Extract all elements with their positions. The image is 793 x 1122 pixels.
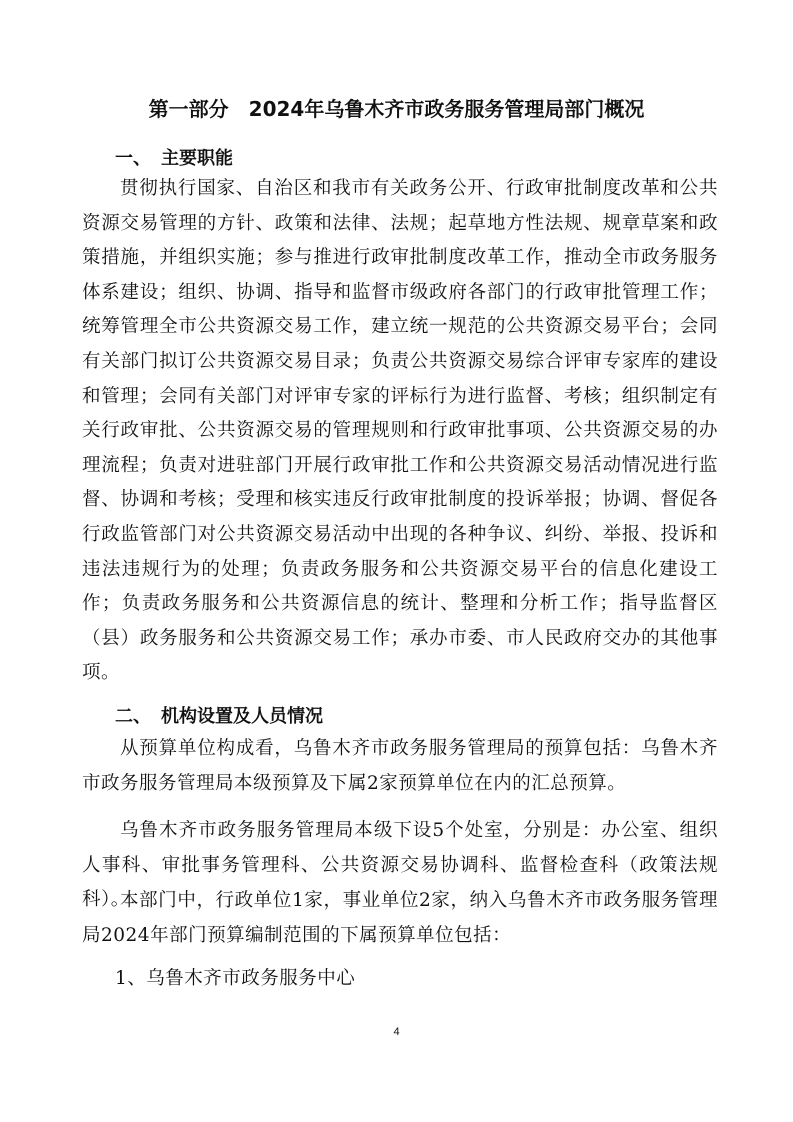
departments-paragraph: 乌鲁木齐市政务服务管理局本级下设5个处室，分别是：办公室、组织人事科、审批事务管理科、公共资源交易协调科、监督检查科（政策法规科）。 <box>82 820 718 911</box>
budget-units-paragraph: 从预算单位构成看，乌鲁木齐市政务服务管理局的预算包括：乌鲁木齐市政务服务管理局本级预算及下属2家预算单位在内的汇总预算。 <box>82 738 718 794</box>
section-heading-text: 主要职能 <box>161 148 233 169</box>
main-functions-paragraph: 贯彻执行国家、自治区和我市有关政务公开、行政审批制度改革和公共资源交易管理的方针、政策和法律、法规；起草地方性法规、规章草案和政策措施，并组织实施；参与推进行政审批制度改革工作，推动全市政务服务体系建设；组织、协调、指导和监督市级政府各部门的行政审批管理工作；统筹管理全市公共资源交易工作，建立统一规范的公共资源交易平台；会同有关部门拟订公共资源交易目录；负责公共资源交易综合评审专家库的建设和管理；会同有关部门对评审专家的评标行为进行监督、考核；组织制定有关行政审批、公共资源交易的管理规则和行政审批事项、公共资源交易的办理流程；负责对进驻部门开展行政审批工作和公共资源交易活动情况进行监督、协调和考核；受理和核实违反行政审批制度的投诉举报；协调、督促各行政监管部门对公共资源交易活动中出现的各种争议、纠纷、举报、投诉和违法违规行为的处理；负责政务服务和公共资源交易平台的信息化建设工作；负责政务服务和公共资源信息的统计、整理和分析工作；指导监督区（县）政务服务和公共资源交易工作；承办市委、市人民政府交办的其他事项。 <box>82 178 718 684</box>
subordinate-units-paragraph: 本部门中，行政单位1家，事业单位2家，纳入乌鲁木齐市政务服务管理局2024年部门预算编制范围的下属预算单位包括： <box>82 890 718 946</box>
section-heading-main-functions <box>115 144 233 174</box>
section-number: 一、 <box>115 148 151 169</box>
page-title: 第一部分 2024年乌鲁木齐市政务服务管理局部门概况 <box>148 97 645 121</box>
list-item: 1、乌鲁木齐市政务服务中心 <box>115 968 356 989</box>
page-number: 4 <box>393 1026 400 1038</box>
section-heading-organization <box>115 702 323 732</box>
section-number: 二、 <box>115 706 151 727</box>
section-heading-text: 机构设置及人员情况 <box>161 706 323 727</box>
